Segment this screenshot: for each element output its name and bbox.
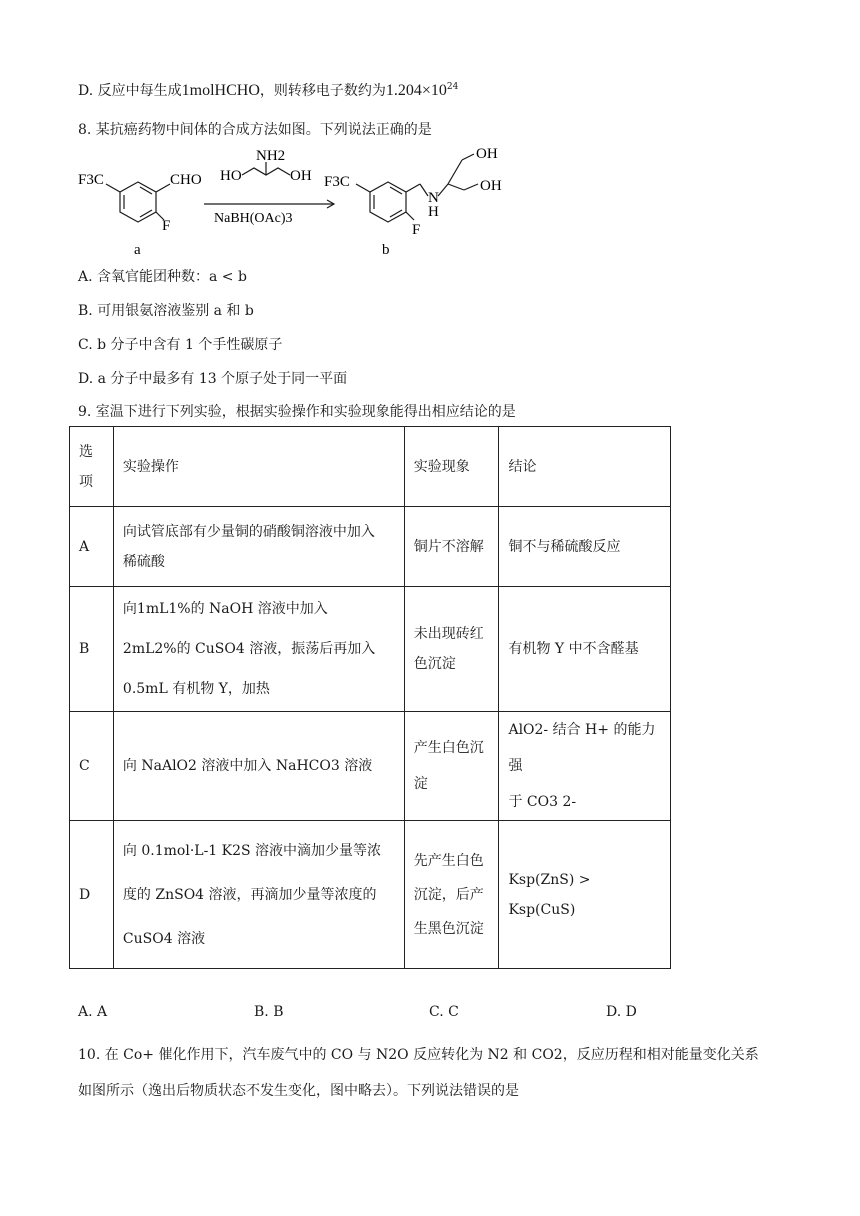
table-row [70, 821, 671, 969]
reagent-nabh: NaBH(OAc)3 [214, 211, 293, 226]
op-line: 向试管底部有少量铜的硝酸铜溶液中加入 [122, 523, 375, 540]
obs-line: 产生白色沉 [413, 740, 484, 756]
row-observation [404, 587, 499, 712]
choice-c: C. C [429, 1004, 459, 1020]
op-line: 向1mL1%的 NaOH 溶液中加入 [122, 601, 328, 617]
q7-option-d-unit: 1molHCHO [181, 82, 260, 99]
obs-line: 色沉淀 [413, 656, 456, 672]
molecule-a-cf3: F3C [78, 172, 104, 188]
molecule-b-oh-bottom: OH [480, 178, 502, 194]
choice-a: A. A [78, 1004, 108, 1020]
row-conclusion [499, 712, 671, 821]
row-operation [113, 587, 404, 712]
row-label: C [70, 712, 114, 821]
row-observation [404, 821, 499, 969]
row-conclusion: 铜不与稀硫酸反应 [499, 507, 671, 587]
obs-line: 先产生白色 [413, 852, 484, 869]
q9-table [69, 426, 671, 969]
op-line: CuSO4 溶液 [122, 930, 206, 947]
op-line: 稀硫酸 [122, 553, 165, 570]
molecule-b-n: N [428, 190, 439, 206]
q10-line1: 10. 在 Co+ 催化作用下，汽车废气中的 CO 与 N2O 反应转化为 N2 和 CO2，反应历程和相对能量变化关系 [78, 1047, 759, 1063]
row-conclusion: 有机物 Y 中不含醛基 [499, 587, 671, 712]
molecule-b-f: F [412, 222, 421, 238]
molecule-a-f: F [162, 218, 171, 234]
table-row [70, 712, 671, 821]
header-conclusion: 结论 [499, 427, 671, 507]
choice-d: D. D [606, 1004, 637, 1020]
reagent-nh2: NH2 [256, 148, 286, 164]
table-header-row [70, 427, 671, 507]
q7-option-d-exp: 24 [446, 82, 459, 92]
molecule-b-ring [370, 182, 406, 222]
q8-option-a: A. 含氧官能团种数：a < b [78, 269, 247, 285]
reagent-oh-right: OH [290, 168, 312, 184]
table-row [70, 587, 671, 712]
obs-line: 未出现砖红 [413, 626, 484, 642]
row-label: A [70, 507, 114, 587]
molecule-b-h: H [428, 204, 439, 220]
q7-option-d [78, 80, 458, 100]
header-observation: 实验现象 [404, 427, 499, 507]
row-label: B [70, 587, 114, 712]
obs-line: 生黑色沉淀 [413, 920, 484, 937]
op-line: 0.5mL 有机物 Y，加热 [122, 681, 270, 697]
row-observation: 铜片不溶解 [404, 507, 499, 587]
op-line: 度的 ZnSO4 溶液，再滴加少量等浓度的 [122, 886, 377, 903]
op-line: 2mL2%的 CuSO4 溶液，振荡后再加入 [122, 641, 376, 657]
table-row [70, 507, 671, 587]
q8-option-d: D. a 分子中最多有 13 个原子处于同一平面 [78, 371, 348, 387]
concl-line: 于 CO3 2- [508, 794, 577, 810]
row-conclusion: Ksp(ZnS) > Ksp(CuS) [499, 821, 671, 969]
concl-line: AlO2- 结合 H+ 的能力强 [508, 722, 656, 774]
q9-stem: 9. 室温下进行下列实验，根据实验操作和实验现象能得出相应结论的是 [78, 404, 516, 420]
q8-option-b: B. 可用银氨溶液鉴别 a 和 b [78, 303, 254, 319]
molecule-a-cho: CHO [170, 172, 202, 188]
molecule-b-label: b [382, 242, 390, 258]
molecule-a-ring [120, 182, 156, 222]
header-operation: 实验操作 [113, 427, 404, 507]
reagent-oh-left: HO [220, 168, 242, 184]
obs-line: 淀 [413, 776, 428, 792]
row-observation [404, 712, 499, 821]
row-operation [113, 821, 404, 969]
choice-b: B. B [254, 1004, 284, 1020]
row-operation [113, 507, 404, 587]
row-label: D [70, 821, 114, 969]
molecule-b-cf3: F3C [324, 174, 350, 190]
q7-option-d-prefix: D. 反应中每生成 [78, 83, 182, 99]
q8-reaction-scheme [70, 140, 530, 265]
q8-stem: 8. 某抗癌药物中间体的合成方法如图。下列说法正确的是 [78, 122, 432, 138]
header-option: 选项 [70, 427, 114, 507]
q10-line2: 如图所示（逸出后物质状态不发生变化，图中略去）。下列说法错误的是 [78, 1083, 519, 1099]
molecule-b-oh-top: OH [476, 146, 498, 162]
q7-option-d-value: 1.204×10 [385, 82, 447, 99]
obs-line: 沉淀，后产 [413, 886, 484, 903]
op-line: 向 0.1mol·L-1 K2S 溶液中滴加少量等浓 [122, 842, 382, 859]
q8-option-c: C. b 分子中含有 1 个手性碳原子 [78, 337, 283, 353]
q7-option-d-middle: ，则转移电子数约为 [259, 83, 386, 99]
molecule-a-label: a [134, 242, 141, 258]
row-operation: 向 NaAlO2 溶液中加入 NaHCO3 溶液 [113, 712, 404, 821]
